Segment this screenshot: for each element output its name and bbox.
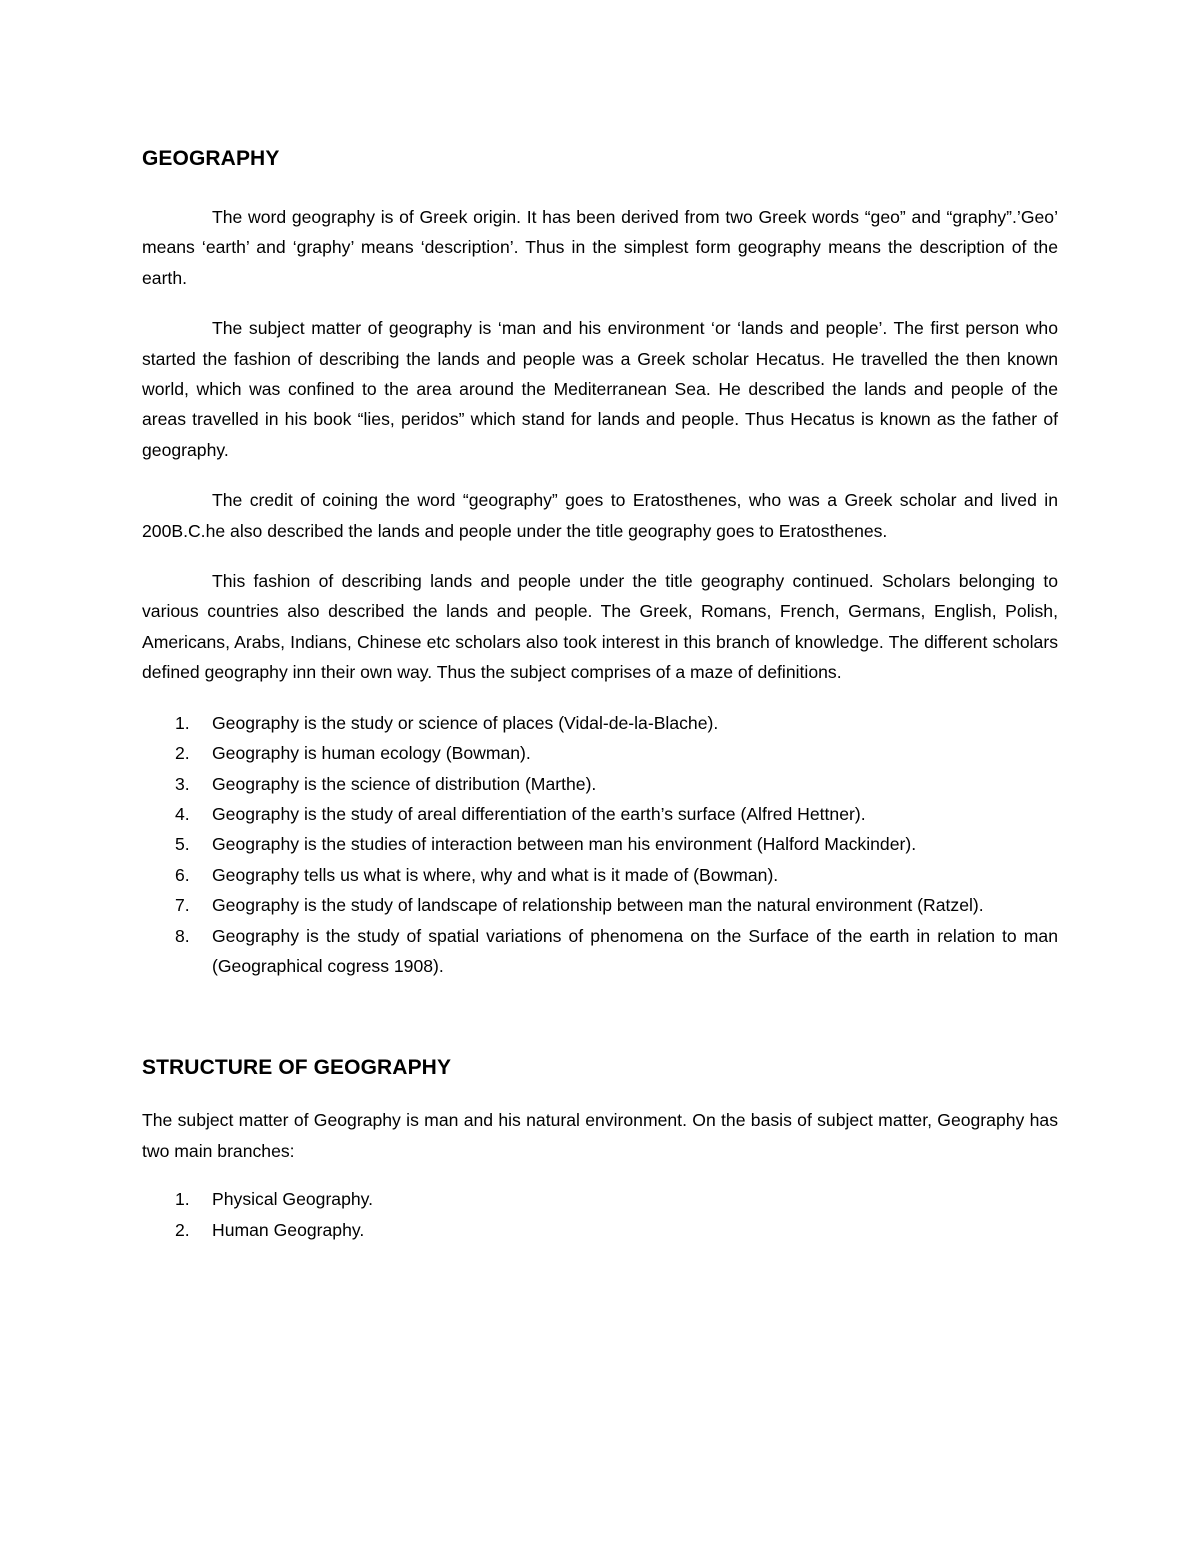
branches-list bbox=[142, 1184, 1058, 1245]
paragraph-structure: The subject matter of Geography is man and his natural environment. On the basis of subject matter, Geography has two main branches: bbox=[142, 1110, 1058, 1161]
list-item-text: Physical Geography. bbox=[212, 1189, 374, 1210]
list-number: 4. bbox=[175, 803, 190, 824]
list-item-text: Human Geography. bbox=[212, 1219, 365, 1240]
list-item bbox=[142, 769, 1058, 799]
list-item-text: Geography tells us what is where, why and what is it made of (Bowman). bbox=[212, 864, 779, 885]
paragraph-eratosthenes: The credit of coining the word “geography” goes to Eratosthenes, who was a Greek scholar and lived in 200B.C.he also described the lands and people under the title geography goes to Eratosthenes. bbox=[142, 490, 1058, 541]
list-number: 1. bbox=[175, 1189, 190, 1210]
list-number: 5. bbox=[175, 834, 190, 855]
list-item bbox=[142, 1184, 1058, 1214]
paragraph-definitions-intro: This fashion of describing lands and people under the title geography continued. Scholars belonging to various countries also described the lands and people. The Greek, Romans, French, Germans, English, Polish, Americans, Arabs, Indians, Chinese etc scholars also took interest in this branch of knowledge. The different scholars defined geography inn their own way. Thus the subject comprises of a maze of definitions. bbox=[142, 571, 1058, 683]
list-item-text: Geography is human ecology (Bowman). bbox=[212, 743, 531, 764]
heading-structure-of-geography: STRUCTURE OF GEOGRAPHY bbox=[142, 1056, 452, 1080]
list-number: 8. bbox=[175, 925, 190, 946]
list-number: 1. bbox=[175, 712, 190, 733]
list-item bbox=[142, 921, 1058, 982]
document-content bbox=[142, 142, 1058, 1245]
list-number: 6. bbox=[175, 864, 190, 885]
list-number: 2. bbox=[175, 1219, 190, 1240]
list-item bbox=[142, 829, 1058, 859]
list-number: 7. bbox=[175, 895, 190, 916]
list-item-text: Geography is the study of spatial variations of phenomena on the Surface of the earth in relation to man (Geographical cogress 1908). bbox=[212, 925, 1058, 976]
list-item bbox=[142, 890, 1058, 920]
list-item bbox=[142, 1215, 1058, 1245]
list-number: 3. bbox=[175, 773, 190, 794]
list-item-text: Geography is the study of areal differentiation of the earth’s surface (Alfred Hettner). bbox=[212, 803, 866, 824]
definitions-list bbox=[142, 708, 1058, 982]
list-number: 2. bbox=[175, 743, 190, 764]
list-item-text: Geography is the study or science of places (Vidal-de-la-Blache). bbox=[212, 712, 719, 733]
list-item bbox=[142, 799, 1058, 829]
list-item-text: Geography is the science of distribution (Marthe). bbox=[212, 773, 597, 794]
paragraph-subject-matter: The subject matter of geography is ‘man and his environment ‘or ‘lands and people’. The first person who started the fashion of describing the lands and people was a Greek scholar Hecatus. He travelled the then known world, which was confined to the area around the Mediterranean Sea. He described the lands and people of the areas travelled in his book “lies, peridos” which stand for lands and people. Thus Hecatus is known as the father of geography. bbox=[142, 318, 1058, 460]
list-item bbox=[142, 738, 1058, 768]
list-item bbox=[142, 708, 1058, 738]
list-item bbox=[142, 860, 1058, 890]
list-item-text: Geography is the studies of interaction between man his environment (Halford Mackinder). bbox=[212, 834, 917, 855]
list-item-text: Geography is the study of landscape of relationship between man the natural environment (Ratzel). bbox=[212, 895, 984, 916]
heading-geography: GEOGRAPHY bbox=[142, 147, 280, 170]
paragraph-origin: The word geography is of Greek origin. It has been derived from two Greek words “geo” and “graphy”.’Geo’ means ‘earth’ and ‘graphy’ means ‘description’. Thus in the simplest form geography means the description of the earth. bbox=[142, 207, 1058, 288]
